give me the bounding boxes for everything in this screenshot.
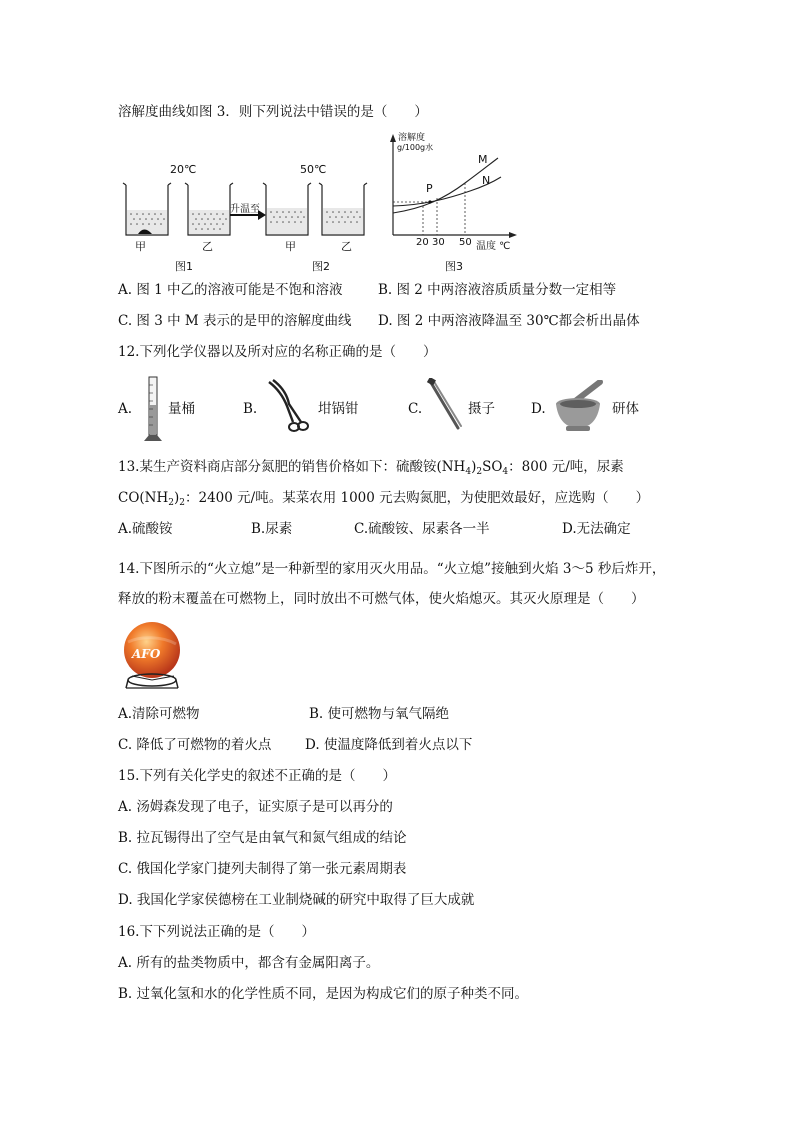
q11-option-c: C. 图 3 中 M 表示的是甲的溶解度曲线 (118, 313, 352, 329)
q15-option-c: C. 俄国化学家门捷列夫制得了第一张元素周期表 (118, 861, 407, 877)
fig3-xlabel: 温度 ℃ (476, 241, 511, 252)
graduated-cylinder-icon (142, 375, 164, 443)
beaker-yi-fig2 (319, 183, 367, 235)
q13-option-b: B.尿素 (251, 521, 293, 537)
q14-option-d: D. 使温度降低到着火点以下 (305, 737, 473, 753)
fig3-curve-n-label: N (482, 174, 491, 187)
fig3-curve-m-label: M (478, 153, 488, 166)
q13-line2: $CO(NH_2)_2$：2400 元/吨。某菜农用 1000 元去购氮肥，为使肥效最好，应选购（ ） (118, 490, 650, 508)
q13-option-c: C.硫酸铵、尿素各一半 (354, 521, 490, 537)
q15-option-d: D. 我国化学家侯德榜在工业制烧碱的研究中取得了巨大成就 (118, 892, 475, 908)
crucible-tongs-icon (263, 378, 311, 436)
q11-option-a: A. 图 1 中乙的溶液可能是不饱和溶液 (118, 282, 343, 298)
q15-option-a: A. 汤姆森发现了电子，证实原子是可以再分的 (118, 799, 393, 815)
q14-option-b: B. 使可燃物与氧气隔绝 (309, 706, 450, 722)
beaker-jia-fig1 (123, 183, 171, 235)
fig3-tick-30: 30 (432, 237, 445, 248)
q12-a-letter: A. (118, 401, 133, 417)
q13-option-a: A.硫酸铵 (118, 521, 173, 537)
q15-stem: 15.下列有关化学史的叙述不正确的是（ ） (118, 768, 396, 784)
q13-option-d: D.无法确定 (562, 521, 631, 537)
q12-b-letter: B. (243, 401, 258, 417)
fig2-beaker2-label: 乙 (341, 240, 352, 253)
q14-line1: 14.下图所示的“火立熄”是一种新型的家用灭火用品。“火立熄”接触到火焰 3～5 秒后炸开， (118, 561, 666, 577)
q12-b-name: 坩锅钳 (318, 401, 359, 417)
q11-stem: 溶解度曲线如图 3．则下列说法中错误的是（ ） (118, 104, 428, 120)
beaker-yi-fig1 (185, 183, 233, 235)
q16-option-a: A. 所有的盐类物质中，都含有金属阳离子。 (118, 955, 380, 971)
fig1-temp: 20℃ (170, 163, 197, 176)
q12-c-name: 摄子 (468, 401, 495, 417)
q11-option-b: B. 图 2 中两溶液溶质质量分数一定相等 (378, 282, 617, 298)
arrow-label: 升温至 (230, 204, 260, 215)
q14-option-a: A.清除可燃物 (118, 706, 200, 722)
fig2-temp: 50℃ (300, 163, 327, 176)
q16-stem: 16.下下列说法正确的是（ ） (118, 924, 315, 940)
ball-logo-text: AFO (132, 647, 161, 661)
fig1-beaker2-label: 乙 (202, 240, 213, 253)
fig3-caption: 图3 (445, 260, 463, 273)
fire-extinguisher-ball-icon (118, 618, 186, 690)
tweezers-icon (425, 378, 465, 434)
beaker-jia-fig2 (263, 183, 311, 235)
fig3-ylabel-1: 溶解度 (398, 133, 426, 143)
q15-option-b: B. 拉瓦锡得出了空气是由氧气和氮气组成的结论 (118, 830, 407, 846)
q14-option-c: C. 降低了可燃物的着火点 (118, 737, 272, 753)
fig3-ylabel-2: g/100g水 (397, 143, 434, 152)
q11-option-d: D. 图 2 中两溶液降温至 30℃都会析出晶体 (378, 313, 640, 329)
fig3-point-p-label: P (426, 182, 433, 195)
fig1-caption: 图1 (175, 260, 193, 273)
fig2-beaker1-label: 甲 (285, 240, 296, 253)
point-p (428, 200, 431, 203)
q12-stem: 12.下列化学仪器以及所对应的名称正确的是（ ） (118, 344, 437, 360)
fig3-tick-20: 20 (416, 237, 429, 248)
fig3-tick-50: 50 (459, 237, 472, 248)
mortar-pestle-icon (552, 380, 608, 434)
fig2-caption: 图2 (312, 260, 330, 273)
q12-c-letter: C. (408, 401, 423, 417)
q12-a-name: 量桶 (168, 401, 195, 417)
q16-option-b: B. 过氧化氢和水的化学性质不同，是因为构成它们的原子种类不同。 (118, 986, 529, 1002)
q12-d-letter: D. (531, 401, 546, 417)
fig1-beaker1-label: 甲 (135, 240, 146, 253)
q12-d-name: 研体 (612, 401, 639, 417)
q13-line1: 13.某生产资料商店部分氮肥的销售价格如下：硫酸铵$(NH_4)_2SO_4$：800 元/吨，尿素 (118, 459, 624, 477)
q14-line2: 释放的粉末覆盖在可燃物上，同时放出不可燃气体，使火焰熄灭。其灭火原理是（ ） (118, 591, 645, 607)
